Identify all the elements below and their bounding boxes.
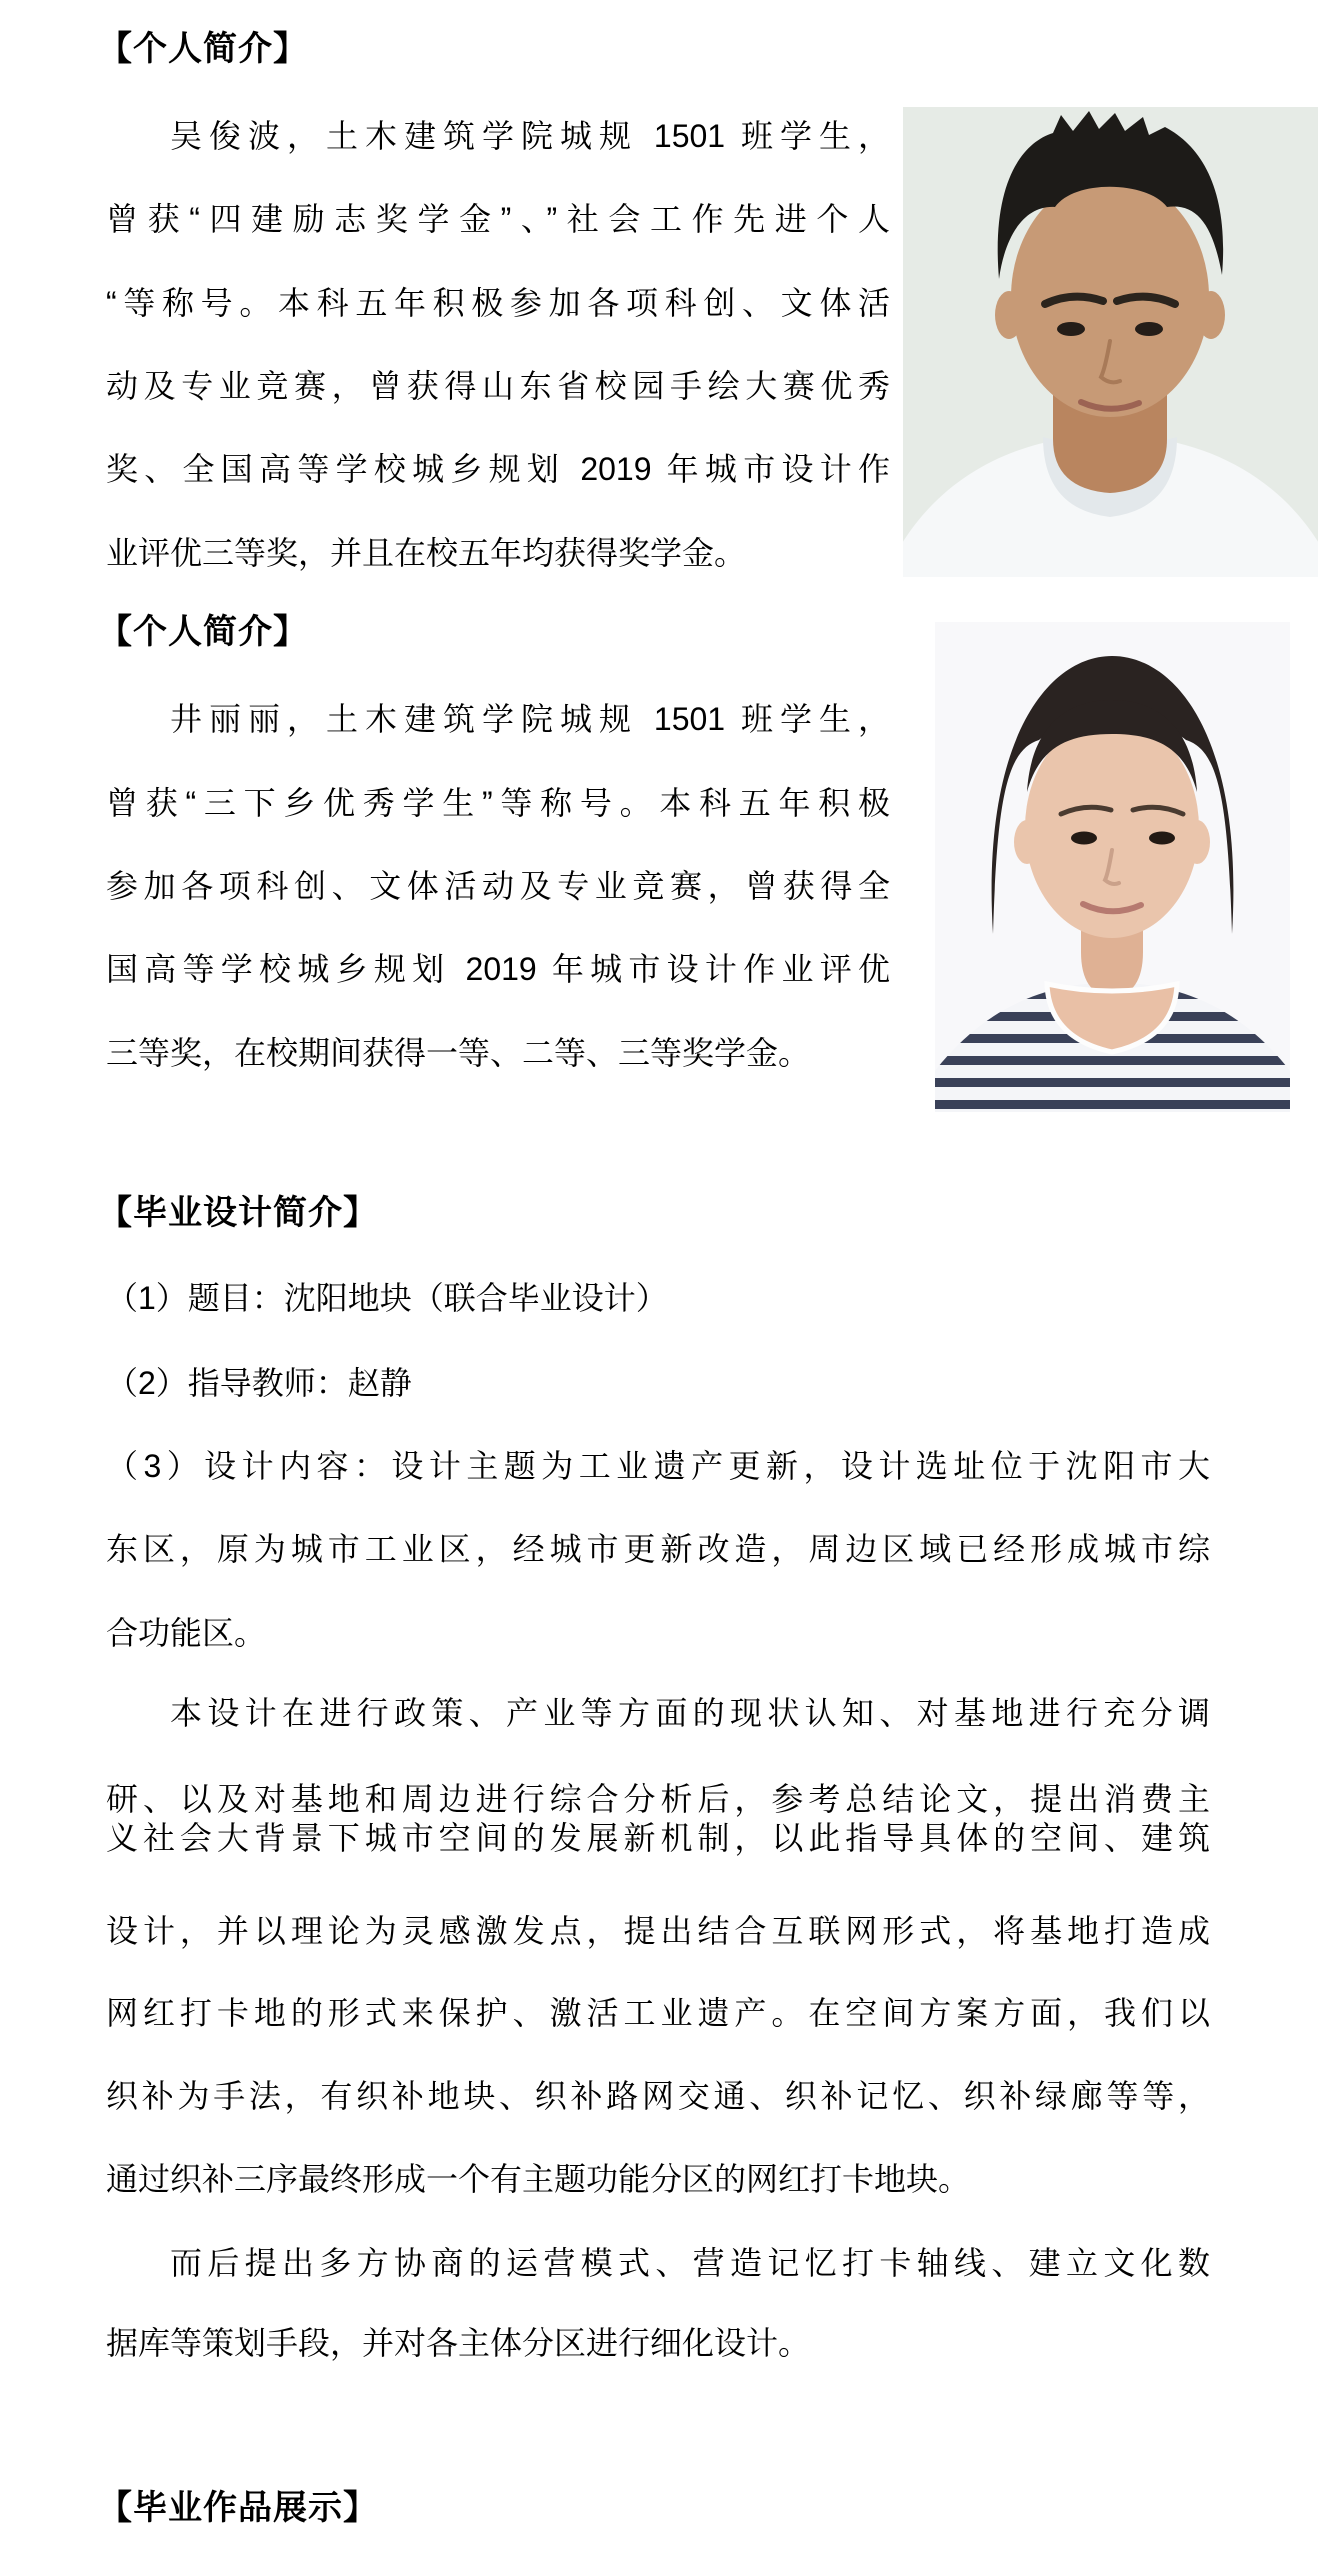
design-paragraph-line: 本设计在进行政策、产业等方面的现状认知、对基地进行充分调 bbox=[170, 1695, 1210, 1731]
profile1-line: 业评优三等奖，并且在校五年均获得奖学金。 bbox=[106, 535, 747, 571]
design-paragraph-line: 织补为手法，有织补地块、织补路网交通、织补记忆、织补绿廊等等， bbox=[106, 2078, 1210, 2114]
profile1-line: 动及专业竞赛，曾获得山东省校园手绘大赛优秀 bbox=[106, 368, 890, 404]
design-item-content-line: 东区，原为城市工业区，经城市更新改造，周边区域已经形成城市综 bbox=[106, 1531, 1210, 1567]
design-paragraph-line: 而后提出多方协商的运营模式、营造记忆打卡轴线、建立文化数 bbox=[170, 2245, 1210, 2281]
design-item-content-line: （3）设计内容：设计主题为工业遗产更新，设计选址位于沈阳市大 bbox=[106, 1448, 1210, 1484]
portrait-photo-female-student bbox=[935, 622, 1290, 1112]
design-paragraph-line: 网红打卡地的形式来保护、激活工业遗产。在空间方案方面，我们以 bbox=[106, 1995, 1210, 2031]
design-item-title: （1）题目：沈阳地块（联合毕业设计） bbox=[106, 1280, 668, 1316]
profile2-line: 曾获“三下乡优秀学生”等称号。本科五年积极 bbox=[106, 785, 890, 821]
design-paragraph-line: 研、以及对基地和周边进行综合分析后，参考总结论文，提出消费主 bbox=[106, 1781, 1210, 1817]
design-paragraph-line: 义社会大背景下城市空间的发展新机制，以此指导具体的空间、建筑 bbox=[106, 1820, 1210, 1856]
design-item-advisor: （2）指导教师：赵静 bbox=[106, 1365, 412, 1401]
portrait-photo-male-student bbox=[903, 107, 1318, 577]
profile1-line: 奖、全国高等学校城乡规划 2019 年城市设计作 bbox=[106, 451, 890, 487]
section-heading-profile-1: 【个人简介】 bbox=[98, 30, 308, 68]
face-female bbox=[1025, 718, 1199, 938]
profile1-line: 吴俊波，土木建筑学院城规 1501 班学生， bbox=[170, 118, 890, 154]
section-heading-works: 【毕业作品展示】 bbox=[98, 2489, 378, 2527]
section-heading-design: 【毕业设计简介】 bbox=[98, 1194, 378, 1232]
design-paragraph-line: 设计，并以理论为灵感激发点，提出结合互联网形式，将基地打造成 bbox=[106, 1913, 1210, 1949]
profile2-line: 井丽丽，土木建筑学院城规 1501 班学生， bbox=[170, 701, 890, 737]
profile2-line: 三等奖，在校期间获得一等、二等、三等奖学金。 bbox=[106, 1035, 811, 1071]
profile1-line: 曾获“四建励志奖学金”、”社会工作先进个人 bbox=[106, 201, 890, 237]
design-paragraph-line: 通过织补三序最终形成一个有主题功能分区的网红打卡地块。 bbox=[106, 2161, 971, 2197]
profile2-line: 国高等学校城乡规划 2019 年城市设计作业评优 bbox=[106, 951, 890, 987]
design-item-content-line: 合功能区。 bbox=[106, 1615, 267, 1651]
design-paragraph-line: 据库等策划手段，并对各主体分区进行细化设计。 bbox=[106, 2325, 811, 2361]
profile2-line: 参加各项科创、文体活动及专业竞赛，曾获得全 bbox=[106, 868, 890, 904]
section-heading-profile-2: 【个人简介】 bbox=[98, 613, 308, 651]
profile1-line: “等称号。本科五年积极参加各项科创、文体活 bbox=[106, 285, 890, 321]
